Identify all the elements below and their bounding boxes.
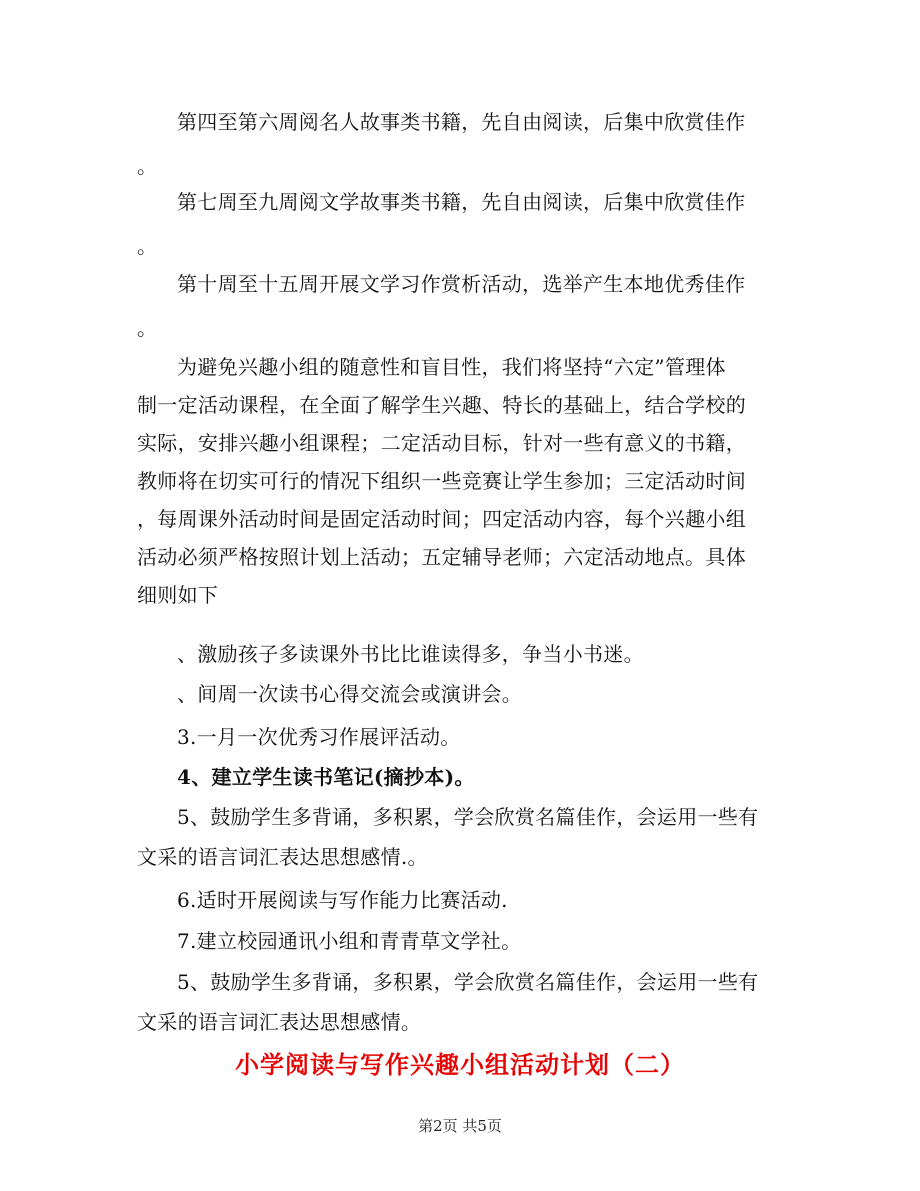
- list-item: 、间周一次读书心得交流会或演讲会。: [177, 682, 523, 706]
- paragraph-line: 第十周至十五周开展文学习作赏析活动，选举产生本地优秀佳作: [177, 272, 746, 296]
- paragraph-line: 制一定活动课程，在全面了解学生兴趣、特长的基础上，结合学校的: [137, 393, 746, 417]
- list-item: 7.建立校园通讯小组和青青草文学社。: [177, 929, 522, 953]
- list-item: 5、鼓励学生多背诵，多积累，学会欣赏名篇佳作，会运用一些有: [177, 805, 759, 829]
- paragraph-line: 活动必须严格按照计划上活动；五定辅导老师；六定活动地点。具体: [137, 545, 746, 569]
- paragraph-line: 。: [137, 234, 158, 258]
- list-item: 4、建立学生读书笔记(摘抄本)。: [177, 765, 475, 789]
- list-item: 3.一月一次优秀习作展评活动。: [177, 725, 461, 749]
- list-item: 、激励孩子多读课外书比比谁读得多，争当小书迷。: [177, 642, 644, 666]
- page-footer: 第2页 共5页: [418, 1117, 502, 1135]
- paragraph-line: 细则如下: [137, 583, 219, 607]
- list-item-continuation: 文采的语言词汇表达思想感情.。: [137, 845, 428, 869]
- paragraph-line: 教师将在切实可行的情况下组织一些竞赛让学生参加；三定活动时间: [137, 469, 746, 493]
- paragraph-line: 第四至第六周阅名人故事类书籍，先自由阅读，后集中欣赏佳作: [177, 110, 746, 134]
- paragraph-line: 。: [137, 154, 158, 178]
- paragraph-line: 第七周至九周阅文学故事类书籍，先自由阅读，后集中欣赏佳作: [177, 190, 746, 214]
- section-title: 小学阅读与写作兴趣小组活动计划（二）: [235, 1051, 685, 1079]
- paragraph-line: 。: [137, 316, 158, 340]
- paragraph-line: ，每周课外活动时间是固定活动时间；四定活动内容，每个兴趣小组: [137, 507, 746, 531]
- list-item: 6.适时开展阅读与写作能力比赛活动.: [177, 888, 508, 912]
- list-item-continuation: 文采的语言词汇表达思想感情。: [137, 1010, 422, 1034]
- paragraph-line: 为避免兴趣小组的随意性和盲目性，我们将坚持“六定”管理体: [177, 355, 726, 379]
- list-item: 5、鼓励学生多背诵，多积累，学会欣赏名篇佳作，会运用一些有: [177, 970, 759, 994]
- paragraph-line: 实际，安排兴趣小组课程；二定活动目标，针对一些有意义的书籍，: [137, 431, 746, 455]
